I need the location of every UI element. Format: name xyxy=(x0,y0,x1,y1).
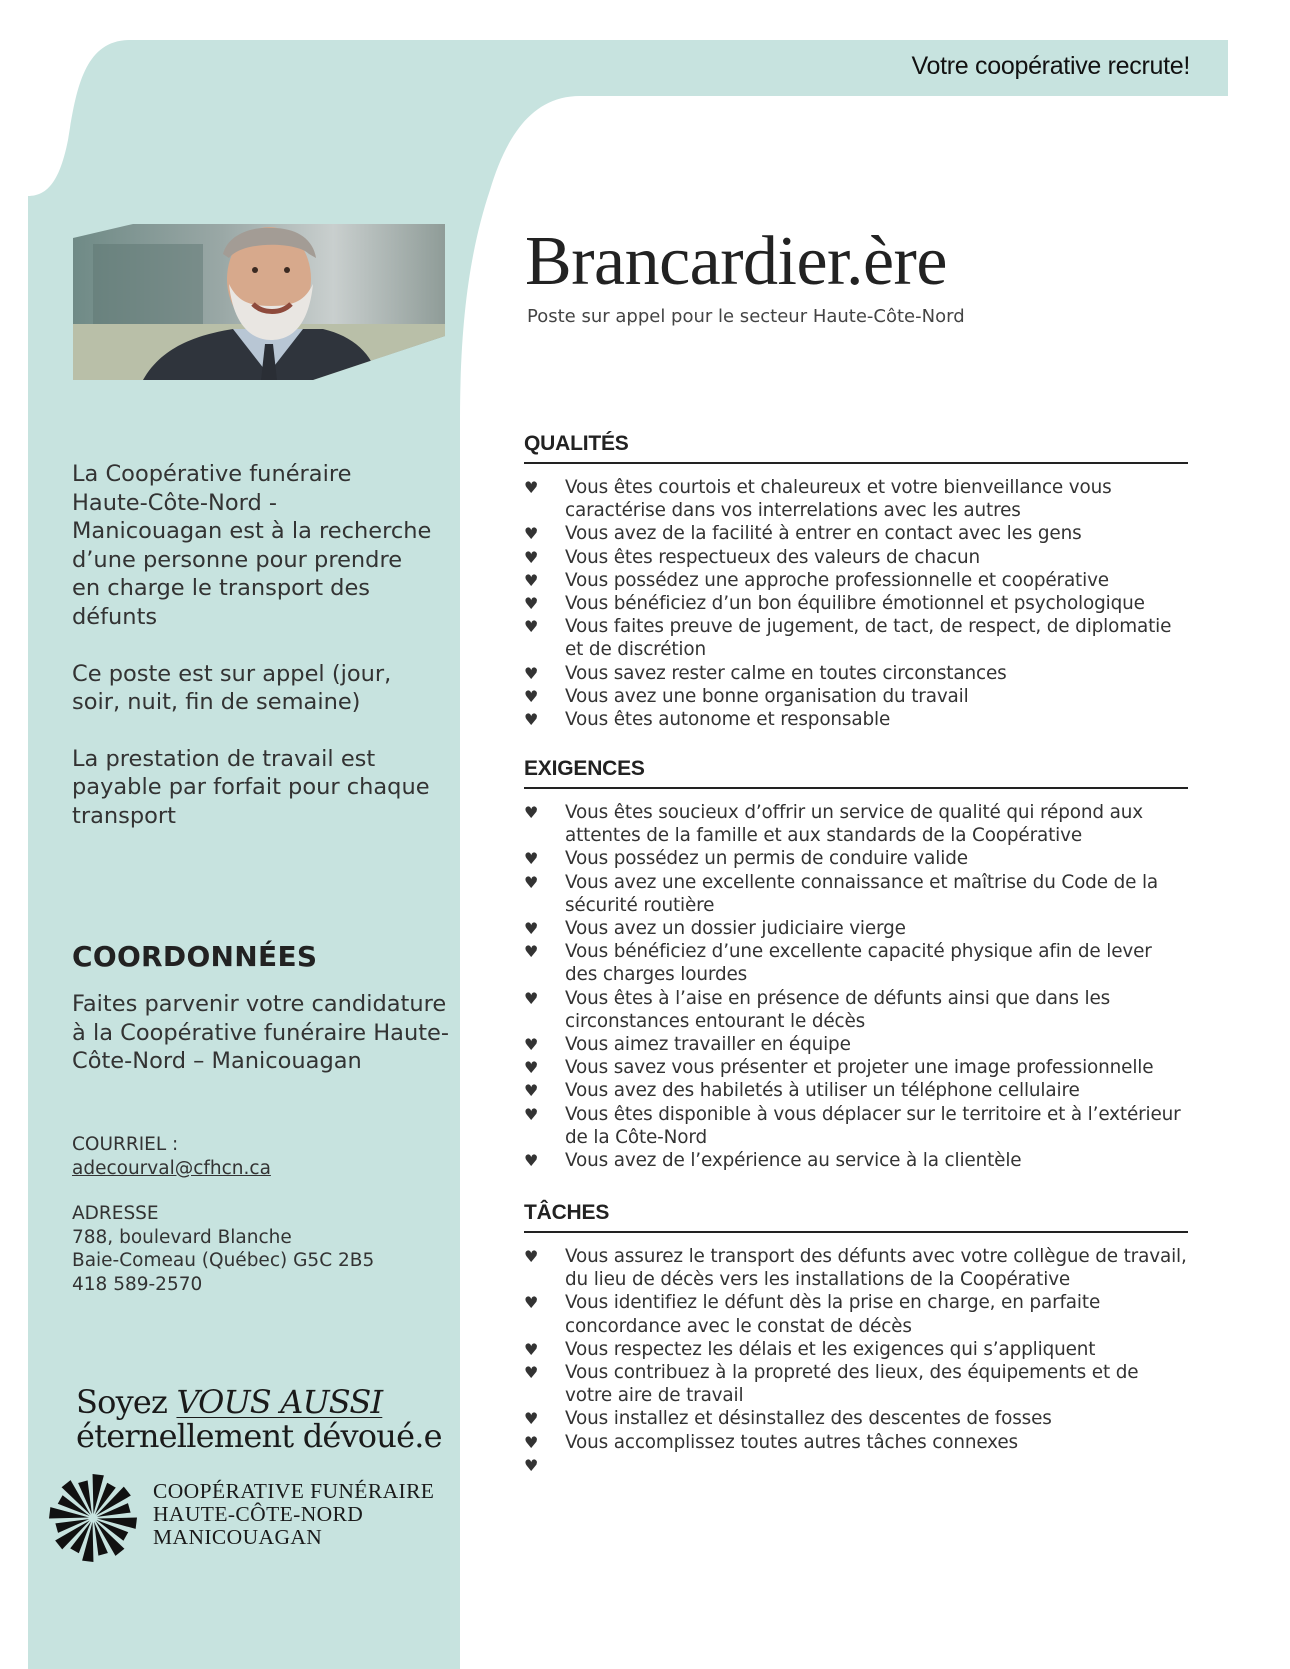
heart-bullet-icon: ♥ xyxy=(524,1151,539,1171)
logo-line-2: HAUTE-CÔTE-NORD xyxy=(153,1502,364,1526)
list-item-text: Vous avez de l’expérience au service à la clientèle xyxy=(565,1150,1022,1172)
list-item-text: Vous bénéficiez d’un bon équilibre émotionnel et psychologique xyxy=(565,593,1145,615)
heart-bullet-icon: ♥ xyxy=(524,919,539,939)
heart-bullet-icon: ♥ xyxy=(524,547,539,567)
phone-number: 418 589-2570 xyxy=(72,1273,203,1295)
list-item-text: Vous avez des habiletés à utiliser un téléphone cellulaire xyxy=(565,1080,1080,1102)
heart-bullet-icon: ♥ xyxy=(524,988,539,1008)
section-heading: TÂCHES xyxy=(524,1201,1188,1233)
logo-line-1: COOPÉRATIVE FUNÉRAIRE xyxy=(153,1479,435,1503)
intro-paragraph: Ce poste est sur appel (jour, soir, nuit, fin de semaine) xyxy=(72,660,392,716)
heart-bullet-icon: ♥ xyxy=(524,663,539,683)
heart-bullet-icon: ♥ xyxy=(524,1432,539,1452)
section-qualites xyxy=(524,432,1188,731)
list-item xyxy=(524,1361,1188,1407)
coordonnees-text: Faites parvenir votre candidature à la Coopérative funéraire Haute-Côte-Nord – Manicouagan xyxy=(72,991,449,1075)
page-subtitle: Poste sur appel pour le secteur Haute-Côte-Nord xyxy=(527,306,965,327)
heart-bullet-icon: ♥ xyxy=(524,849,539,869)
taches-list xyxy=(524,1245,1188,1475)
heart-bullet-icon: ♥ xyxy=(524,1293,539,1313)
list-item xyxy=(524,1245,1188,1291)
heart-bullet-icon: ♥ xyxy=(524,1081,539,1101)
list-item-text: Vous assurez le transport des défunts avec votre collègue de travail, du lieu de décès vers les installations de la Coopérative xyxy=(565,1246,1187,1291)
slogan-prefix: Soyez xyxy=(76,1383,177,1421)
list-item-text: Vous accomplissez toutes autres tâches connexes xyxy=(565,1431,1018,1453)
heart-bullet-icon: ♥ xyxy=(524,710,539,730)
heart-bullet-icon: ♥ xyxy=(524,1104,539,1124)
list-item-text: Vous faites preuve de jugement, de tact, de respect, de diplomatie et de discrétion xyxy=(565,616,1172,661)
heart-bullet-icon: ♥ xyxy=(524,617,539,637)
list-item xyxy=(524,592,1188,615)
email-link[interactable]: adecourval@cfhcn.ca xyxy=(72,1157,271,1179)
heart-bullet-icon: ♥ xyxy=(524,686,539,706)
list-item xyxy=(524,522,1188,545)
list-item xyxy=(524,1103,1188,1149)
intro-text xyxy=(72,460,432,859)
list-item xyxy=(524,801,1188,847)
contact-block xyxy=(72,1133,432,1296)
list-item xyxy=(524,685,1188,708)
list-item xyxy=(524,1079,1188,1102)
address-line-2: Baie-Comeau (Québec) G5C 2B5 xyxy=(72,1250,375,1271)
heart-bullet-icon: ♥ xyxy=(524,570,539,590)
section-taches xyxy=(524,1201,1188,1475)
list-item xyxy=(524,1033,1188,1056)
list-item xyxy=(524,1407,1188,1430)
list-item-text: Vous êtes disponible à vous déplacer sur le territoire et à l’extérieur de la Côte-Nord xyxy=(565,1103,1181,1148)
banner-text: Votre coopérative recrute! xyxy=(911,52,1190,80)
address-label: ADRESSE xyxy=(72,1203,159,1224)
list-item-text: Vous avez une bonne organisation du travail xyxy=(565,685,969,707)
list-item xyxy=(524,708,1188,731)
list-item xyxy=(524,476,1188,522)
intro-paragraph: La Coopérative funéraire Haute-Côte-Nord - Manicouagan est à la recherche d’une personne pour prendre en charge le transport des défunts xyxy=(72,461,432,630)
qualites-list xyxy=(524,476,1188,731)
list-item xyxy=(524,615,1188,661)
list-item xyxy=(524,987,1188,1033)
list-item-text: Vous savez vous présenter et projeter une image professionnelle xyxy=(565,1057,1154,1079)
exigences-list xyxy=(524,801,1188,1172)
slogan-emphasis: VOUS AUSSI xyxy=(176,1383,383,1421)
list-item-text: Vous respectez les délais et les exigences qui s’appliquent xyxy=(565,1338,1096,1360)
list-item xyxy=(524,662,1188,685)
list-item xyxy=(524,1056,1188,1079)
intro-paragraph: La prestation de travail est payable par forfait pour chaque transport xyxy=(72,745,430,829)
address-line-1: 788, boulevard Blanche xyxy=(72,1226,292,1248)
list-item-text: Vous avez une excellente connaissance et maîtrise du Code de la sécurité routière xyxy=(565,871,1159,916)
email-label: COURRIEL : xyxy=(72,1134,179,1155)
list-item-text: Vous installez et désinstallez des descentes de fosses xyxy=(565,1408,1052,1430)
heart-bullet-icon: ♥ xyxy=(524,1455,539,1475)
heart-bullet-icon: ♥ xyxy=(524,524,539,544)
section-heading: QUALITÉS xyxy=(524,432,1188,464)
heart-bullet-icon: ♥ xyxy=(524,1409,539,1429)
list-item-text: Vous savez rester calme en toutes circonstances xyxy=(565,662,1007,684)
slogan xyxy=(76,1385,442,1453)
heart-bullet-icon: ♥ xyxy=(524,1247,539,1266)
list-item-text: Vous êtes respectueux des valeurs de chacun xyxy=(565,546,980,568)
list-item-text: Vous possédez un permis de conduire valide xyxy=(565,848,968,870)
page-title: Brancardier.ère xyxy=(525,223,947,300)
list-item xyxy=(524,1431,1188,1454)
list-item xyxy=(524,1149,1188,1172)
list-item-text: Vous êtes soucieux d’offrir un service de qualité qui répond aux attentes de la famille et aux standards de la Coopérative xyxy=(565,802,1143,847)
sunburst-logo-icon xyxy=(48,1473,138,1563)
list-item-text: Vous aimez travailler en équipe xyxy=(565,1034,851,1056)
heart-bullet-icon: ♥ xyxy=(524,1058,539,1078)
list-item-text: Vous identifiez le défunt dès la prise en charge, en parfaite concordance avec le constat de décès xyxy=(565,1292,1101,1337)
list-item-text: Vous avez un dossier judiciaire vierge xyxy=(565,918,906,940)
list-item xyxy=(524,1338,1188,1361)
heart-bullet-icon: ♥ xyxy=(524,478,539,497)
section-heading: EXIGENCES xyxy=(524,757,1188,789)
list-item xyxy=(524,917,1188,940)
list-item-text: Vous bénéficiez d’une excellente capacité physique afin de lever des charges lourdes xyxy=(565,941,1152,986)
section-exigences xyxy=(524,757,1188,1172)
heart-bullet-icon: ♥ xyxy=(524,1363,539,1383)
list-item-text: Vous avez de la facilité à entrer en contact avec les gens xyxy=(565,523,1082,545)
heart-bullet-icon: ♥ xyxy=(524,803,539,822)
list-item xyxy=(524,1291,1188,1337)
list-item xyxy=(524,940,1188,986)
heart-bullet-icon: ♥ xyxy=(524,942,539,962)
slogan-line-2: éternellement dévoué.e xyxy=(76,1417,442,1455)
list-item-text: Vous possédez une approche professionnelle et coopérative xyxy=(565,569,1109,591)
list-item-text: Vous êtes à l’aise en présence de défunts ainsi que dans les circonstances entourant le décès xyxy=(565,987,1111,1032)
heart-bullet-icon: ♥ xyxy=(524,594,539,614)
list-item-text: Vous êtes autonome et responsable xyxy=(565,709,891,731)
heart-bullet-icon: ♥ xyxy=(524,1035,539,1055)
list-item xyxy=(524,847,1188,870)
list-item-text: Vous contribuez à la propreté des lieux, des équipements et de votre aire de travail xyxy=(565,1362,1139,1407)
coordonnees-heading: COORDONNÉES xyxy=(72,940,318,973)
list-item xyxy=(524,569,1188,592)
list-item xyxy=(524,546,1188,569)
heart-bullet-icon: ♥ xyxy=(524,872,539,892)
list-item xyxy=(524,871,1188,917)
heart-bullet-icon: ♥ xyxy=(524,1339,539,1359)
portrait-photo xyxy=(73,224,445,380)
logo-line-3: MANICOUAGAN xyxy=(153,1525,323,1549)
organization-logo-text xyxy=(153,1480,434,1549)
list-item-text: Vous êtes courtois et chaleureux et votre bienveillance vous caractérise dans vos interrelations avec les autres xyxy=(565,477,1112,522)
